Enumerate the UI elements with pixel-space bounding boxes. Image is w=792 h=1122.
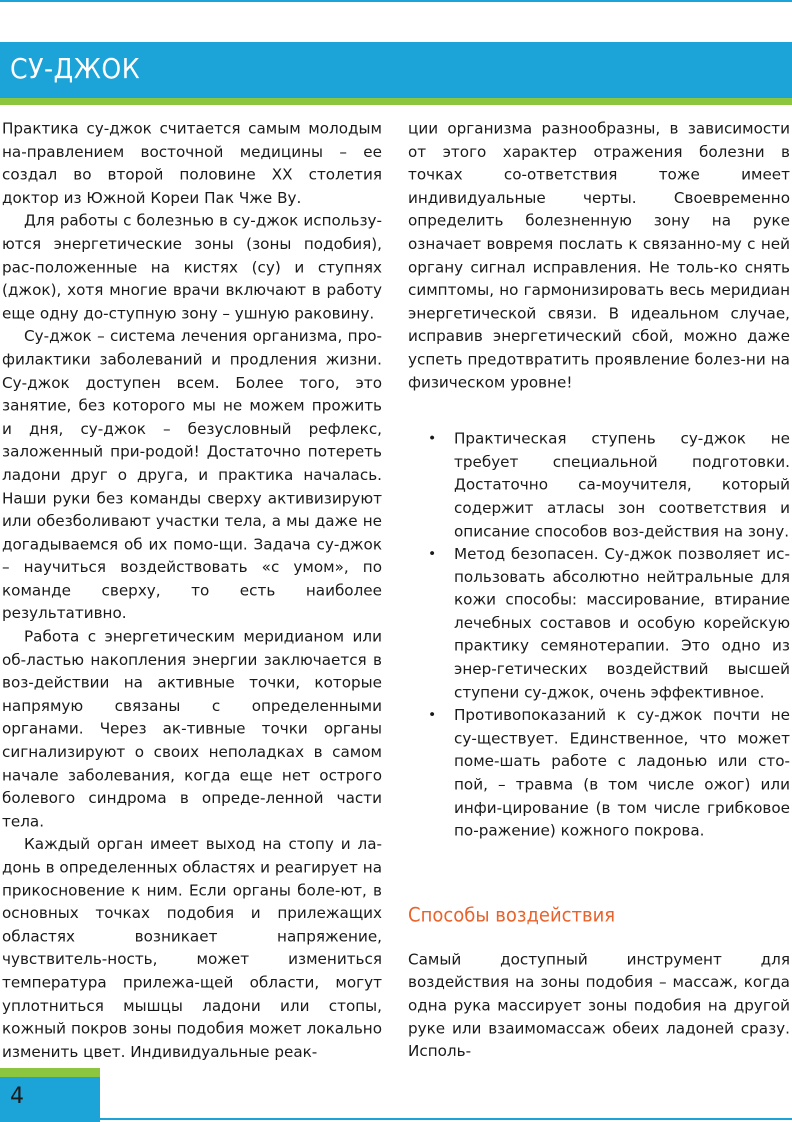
bullet-icon: • xyxy=(428,546,437,562)
bullet-list xyxy=(408,428,790,843)
list-item xyxy=(408,705,790,843)
bullet-icon: • xyxy=(428,430,437,447)
paragraph: Су-джок – система лечения организма, про-филактики заболеваний и продления жизни. Су-джок доступен всем. Более того, это занятие, без которого мы не можем прожить и дня, су-джок – безусловный рефлекс, заложенный при-родой! Достаточно потереть ладони друг о друга, и практика началась. Наши руки без команды сверху активизируют или обезболивают участки тела, а мы даже не догадываемся об их помо-щи. Задача су-джок – научиться воздействовать «с умом», по команде сверху, то есть наиболее результативно. xyxy=(2,327,382,623)
page-title: СУ-ДЖОК xyxy=(10,52,141,85)
left-column xyxy=(2,118,382,1064)
right-column xyxy=(408,118,790,1064)
paragraph: Для работы с болезнью в су-джок использу-ются энергетические зоны (зоны подобия), рас-положенные на кистях (су) и ступнях (джок), хотя многие врачи включают в работу еще одну до-ступную зону – ушную раковину. xyxy=(2,212,382,323)
list-item xyxy=(408,428,790,543)
top-rule xyxy=(0,0,792,2)
header-accent-stripe xyxy=(0,98,792,105)
paragraph: Практика су-джок считается самым молодым на-правлением восточной медицины – ее создал во второй половине XX столетия доктор из Южной Кореи Пак Чже Ву. xyxy=(2,119,382,207)
paragraph: Работа с энергетическим меридианом или об-ластью накопления энергии заключается в воз-действии на активные точки, которые напрямую связаны с определенными органами. Через ак-тивные точки органы сигнализируют о своих неполадках в самом начале заболевания, когда еще нет острого болевого синдрома в опреде-ленной части тела. xyxy=(2,627,382,831)
paragraph: Каждый орган имеет выход на стопу и ла-донь в определенных областях и реагирует на прикосновение к ним. Если органы боле-ют, в основных точках подобия и прилежащих областях возникает напряжение, чувствитель-ность, может измениться температура прилежа-щей области, могут уплотниться мышцы ладони или стопы, кожный покров зоны подобия может локально изменить цвет. Индивидуальные реак- xyxy=(2,835,382,1061)
footer-accent-stripe xyxy=(0,1068,100,1077)
page-number: 4 xyxy=(10,1084,24,1109)
list-item-text: Метод безопасен. Су-джок позволяет ис-пользовать абсолютно нейтральные для кожи способы: массирование, втирание лечебных составов и особую корейскую практику семянотерапии. Это одно из энер-гетических воздействий высшей ступени су-джок, очень эффективное. xyxy=(454,545,790,702)
list-item-text: Практическая ступень су-джок не требует специальной подготовки. Достаточно са-моучителя, который содержит атласы зон соответствия и описание способов воз-действия на зону. xyxy=(454,429,790,540)
paragraph: ции организма разнообразны, в зависимости от этого характер отражения болезни в точках со-ответствия тоже имеет индивидуальные черты. Своевременно определить болезненную зону на руке означает вовремя послать к связанно-му с ней органу сигнал исправления. Не толь-ко снять симптомы, но гармонизировать весь меридиан энергетической связи. В идеальном случае, исправив энергетический сбой, можно даже успеть предотвратить проявление болез-ни на физическом уровне! xyxy=(408,119,790,392)
section-heading: Способы воздействия xyxy=(408,902,616,927)
bottom-rule xyxy=(100,1118,792,1120)
list-item-text: Противопоказаний к су-джок почти не су-ществует. Единственное, что может поме-шать работе с ладонью или сто-пой, – травма (в том числе ожог) или инфи-цирование (в том числе грибковое по-ражение) кожного покрова. xyxy=(454,706,790,840)
bullet-icon: • xyxy=(428,707,437,724)
list-item xyxy=(408,543,790,704)
paragraph: Самый доступный инструмент для воздействия на зоны подобия – массаж, когда одна рука массирует зоны подобия на другой руке или взаимомассаж обеих ладоней сразу. Исполь- xyxy=(408,950,790,1061)
